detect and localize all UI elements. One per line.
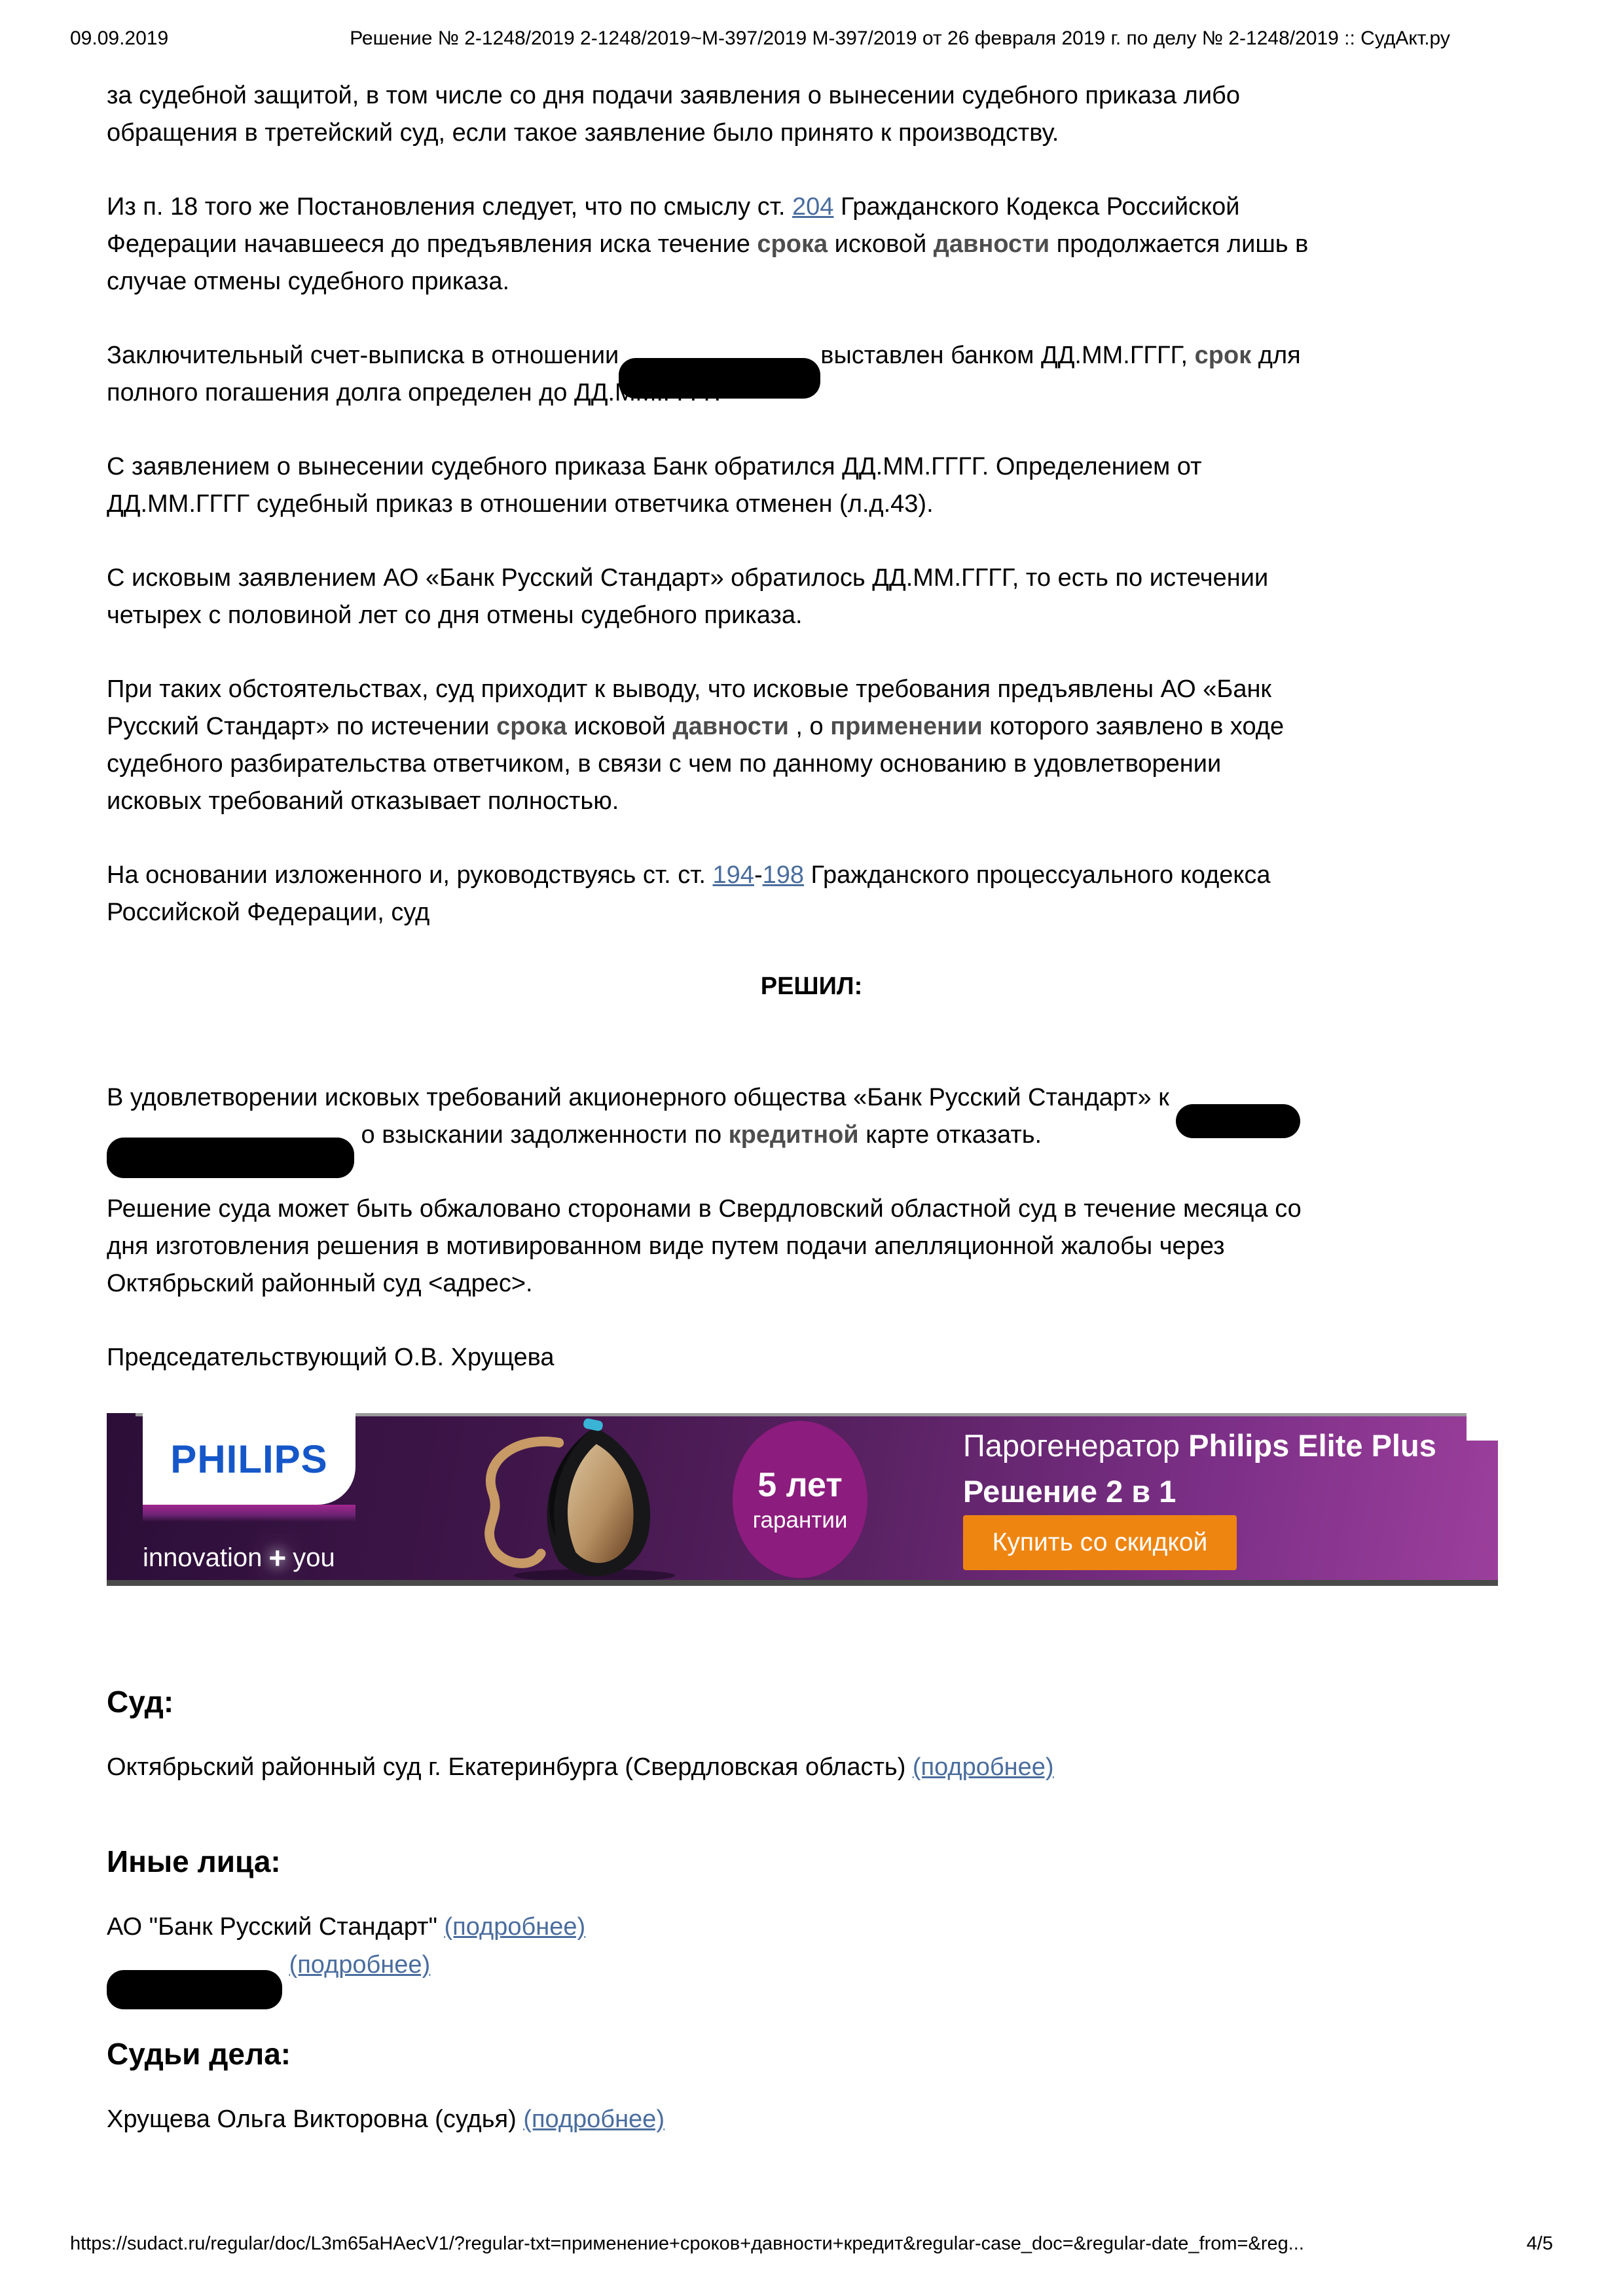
text-run: Заключительный счет-выписка в отношении [107,342,619,369]
section-item [107,2100,1516,2138]
text-run: продолжается лишь в [1049,230,1309,258]
text-run: выставлен банком ДД.ММ.ГГГГ, [820,342,1195,369]
text-run: На основании изложенного и, руководствуясь ст. ст. [107,861,713,889]
court-decision-text [107,77,1516,1376]
warranty-word: гарантии [752,1507,848,1533]
highlighted-search-term: применении [830,713,983,740]
tagline-right: you [293,1543,335,1572]
text-run: РЕШИЛ: [760,973,863,1000]
text-run: Октябрьский районный суд г. Екатеринбурга (Свердловская область) [107,1753,913,1781]
philips-tagline [143,1540,335,1575]
highlighted-search-term: срока [757,230,828,258]
text-run: исковых требований отказывает полностью. [107,787,619,815]
philips-logo [143,1413,356,1505]
text-run: дня изготовления решения в мотивированном виде путем подачи апелляционной жалобы через [107,1232,1225,1260]
text-run: о взыскании задолженности по [354,1121,729,1149]
text-run: исковой [566,713,673,740]
text-run: за судебной защитой, в том числе со дня подачи заявления о вынесении судебного приказа либо [107,82,1240,109]
steam-generator-image [460,1416,722,1583]
text-run [282,1951,289,1979]
redacted-text [1176,1104,1300,1138]
text-run: ДД.ММ.ГГГГ судебный приказ в отношении ответчика отменен (л.д.43). [107,490,934,518]
text-run: исковой [828,230,934,258]
ad-banner[interactable] [107,1413,1498,1586]
banner-bottom-border [107,1580,1498,1586]
text-run: Председательствующий О.В. Хрущева [107,1344,555,1371]
warranty-years: 5 лет [757,1465,843,1504]
ad-headline [963,1427,1436,1463]
section-heading: Суд: [107,1685,174,1719]
redacted-text [107,1970,282,2009]
paragraph [107,77,1516,152]
highlighted-search-term: давности [672,713,789,740]
paragraph [107,188,1516,300]
highlighted-search-term: срок [1194,342,1252,369]
inline-link[interactable]: (подробнее) [289,1951,431,1979]
inline-link[interactable]: (подробнее) [523,2106,665,2133]
inline-link[interactable]: (подробнее) [912,1753,1054,1781]
inline-link[interactable]: 204 [792,193,834,221]
paragraph [107,448,1516,523]
text-run: карте отказать. [858,1121,1042,1149]
section-item [107,1908,1516,1946]
philips-wordmark: PHILIPS [170,1437,328,1481]
ad-subheadline: Решение 2 в 1 [963,1474,1176,1509]
page-title: Решение № 2-1248/2019 2-1248/2019~М-397/2019 М-397/2019 от 26 февраля 2019 г. по делу № 2-1248/2019 :: СудАкт.ру [350,27,1450,49]
text-run: - [754,861,763,889]
highlighted-search-term: давности [933,230,1050,258]
paragraph [107,1191,1516,1302]
document-content [107,77,1516,2138]
text-run: Российской Федерации, суд [107,899,430,926]
sparkle-icon: + [268,1541,287,1575]
paragraph [107,1079,1516,1154]
ad-cta-button[interactable]: Купить со скидкой [963,1515,1237,1570]
highlighted-search-term: кредитной [728,1121,859,1149]
page-number: 4/5 [1526,2233,1553,2254]
text-run: Октябрьский районный суд <адрес>. [107,1270,533,1297]
text-run: С заявлением о вынесении судебного приказа Банк обратился ДД.ММ.ГГГГ. Определением от [107,453,1202,480]
text-run: Гражданского процессуального кодекса [804,861,1271,889]
section-heading: Иные лица: [107,1844,281,1878]
case-info-section [107,1684,1516,1786]
redacted-text [107,1138,354,1178]
section-heading: Судьи дела: [107,2037,291,2071]
resolution-heading [107,968,1516,1005]
text-run: В удовлетворении исковых требований акционерного общества «Банк Русский Стандарт» к [107,1084,1176,1111]
inline-link[interactable]: 198 [762,861,804,889]
text-run: случае отмены судебного приказа. [107,268,510,295]
text-run: , о [788,713,831,740]
print-footer [70,2233,1553,2255]
paragraph [107,560,1516,634]
ad-headline-bold: Philips Elite Plus [1188,1428,1436,1463]
text-run: Гражданского Кодекса Российской [833,193,1240,221]
text-run: Из п. 18 того же Постановления следует, что по смыслу ст. [107,193,793,221]
text-run: АО "Банк Русский Стандарт" [107,1913,445,1941]
inline-link[interactable]: 194 [712,861,754,889]
print-date: 09.09.2019 [70,27,169,49]
paragraph [107,857,1516,931]
inline-link[interactable]: (подробнее) [444,1913,586,1941]
case-info-section [107,2036,1516,2138]
case-info-sections [107,1684,1516,2138]
text-run: С исковым заявлением АО «Банк Русский Стандарт» обратилось ДД.ММ.ГГГГ, то есть по истечении [107,564,1269,592]
highlighted-search-term: срока [496,713,567,740]
warranty-badge [733,1421,867,1578]
text-run: Федерации начавшееся до предъявления иска течение [107,230,757,258]
tagline-left: innovation [143,1543,263,1572]
text-run: Хрущева Ольга Викторовна (судья) [107,2106,524,2133]
paragraph [107,337,1516,412]
print-header [70,27,1553,50]
text-run: которого заявлено в ходе [982,713,1285,740]
section-item [107,1946,1516,1984]
text-run: полного погашения долга определен до ДД.ММ.ГГГГ. [107,379,721,406]
source-url: https://sudact.ru/regular/doc/L3m65aHAecV1/?regular-txt=применение+сроков+давности+кредит&regular-case_doc=&regular-date_from=&reg... [70,2233,1304,2254]
text-run: Русский Стандарт» по истечении [107,713,497,740]
text-run: При таких обстоятельствах, суд приходит к выводу, что исковые требования предъявлены АО «Банк [107,675,1272,703]
banner-corner-notch [1467,1413,1498,1441]
case-info-section [107,1844,1516,1984]
paragraph [107,1339,1516,1376]
text-run: четырех с половиной лет со дня отмены судебного приказа. [107,601,803,629]
paragraph [107,671,1516,820]
text-run: для [1251,342,1301,369]
section-item [107,1748,1516,1786]
text-run: судебного разбирательства ответчиком, в связи с чем по данному основанию в удовлетворении [107,750,1222,778]
philips-logo-band [143,1505,356,1522]
text-run: обращения в третейский суд, если такое заявление было принято к производству. [107,119,1059,147]
ad-headline-regular: Парогенератор [963,1428,1189,1463]
text-run: Решение суда может быть обжаловано сторонами в Свердловский областной суд в течение месяца со [107,1195,1302,1223]
